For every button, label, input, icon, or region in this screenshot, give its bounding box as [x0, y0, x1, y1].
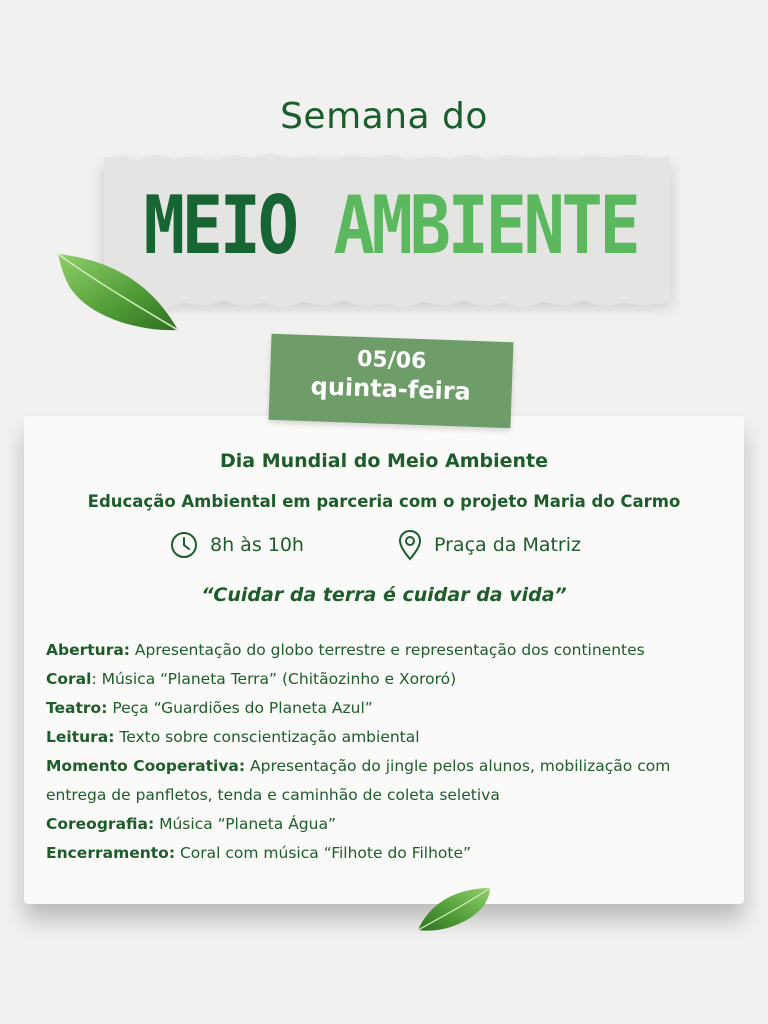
program-item [46, 839, 736, 868]
map-pin-icon [398, 529, 422, 561]
event-time-row [170, 528, 304, 562]
date-badge [269, 334, 514, 428]
title-word-meio: MEIO [143, 179, 296, 272]
event-location-row [398, 528, 581, 562]
program-item-text: : Música “Planeta Terra” (Chitãozinho e Xororó) [91, 670, 457, 688]
program-item-label: Abertura: [46, 641, 130, 659]
event-details-card [24, 416, 744, 904]
event-time: 8h às 10h [210, 534, 304, 556]
event-date: 05/06 [356, 346, 427, 375]
program-item [46, 723, 736, 752]
event-partnership: Educação Ambiental em parceria com o projeto Maria do Carmo [87, 492, 681, 511]
event-name: Dia Mundial do Meio Ambiente [220, 450, 548, 472]
event-weekday: quinta-feira [310, 372, 472, 406]
event-location: Praça da Matriz [434, 534, 581, 556]
program-item [46, 665, 736, 694]
program-item-label: Encerramento: [46, 844, 176, 862]
program-item [46, 636, 711, 665]
leaf-icon [414, 884, 494, 936]
event-slogan: “Cuidar da terra é cuidar da vida” [201, 584, 567, 606]
program-item [46, 752, 711, 810]
program-item-label: Coral [46, 670, 92, 688]
program-list [46, 636, 736, 868]
clock-icon [170, 531, 198, 559]
header-subtitle: Semana do [280, 96, 488, 137]
program-item-text: Peça “Guardiões do Planeta Azul” [107, 699, 373, 717]
program-item-label: Teatro: [46, 699, 108, 717]
title-word-ambiente: AMBIENTE [333, 179, 638, 272]
program-item [46, 810, 736, 839]
program-item-label: Momento Cooperativa: [46, 757, 246, 775]
program-item-label: Coreografia: [46, 815, 155, 833]
program-item-text: Apresentação do globo terrestre e representação dos continentes [130, 641, 645, 659]
program-item-text: Texto sobre conscientização ambiental [114, 728, 420, 746]
event-title-banner [143, 178, 638, 274]
program-item-text: Música “Planeta Água” [154, 815, 337, 833]
program-item-text: Apresentação do jingle pelos alunos, mobilização com entrega de panfletos, tenda e caminhão de coleta seletiva [46, 757, 671, 804]
leaf-icon [54, 250, 182, 334]
program-item-text: Coral com música “Filhote do Filhote” [175, 844, 472, 862]
program-item [46, 694, 736, 723]
program-item-label: Leitura: [46, 728, 115, 746]
